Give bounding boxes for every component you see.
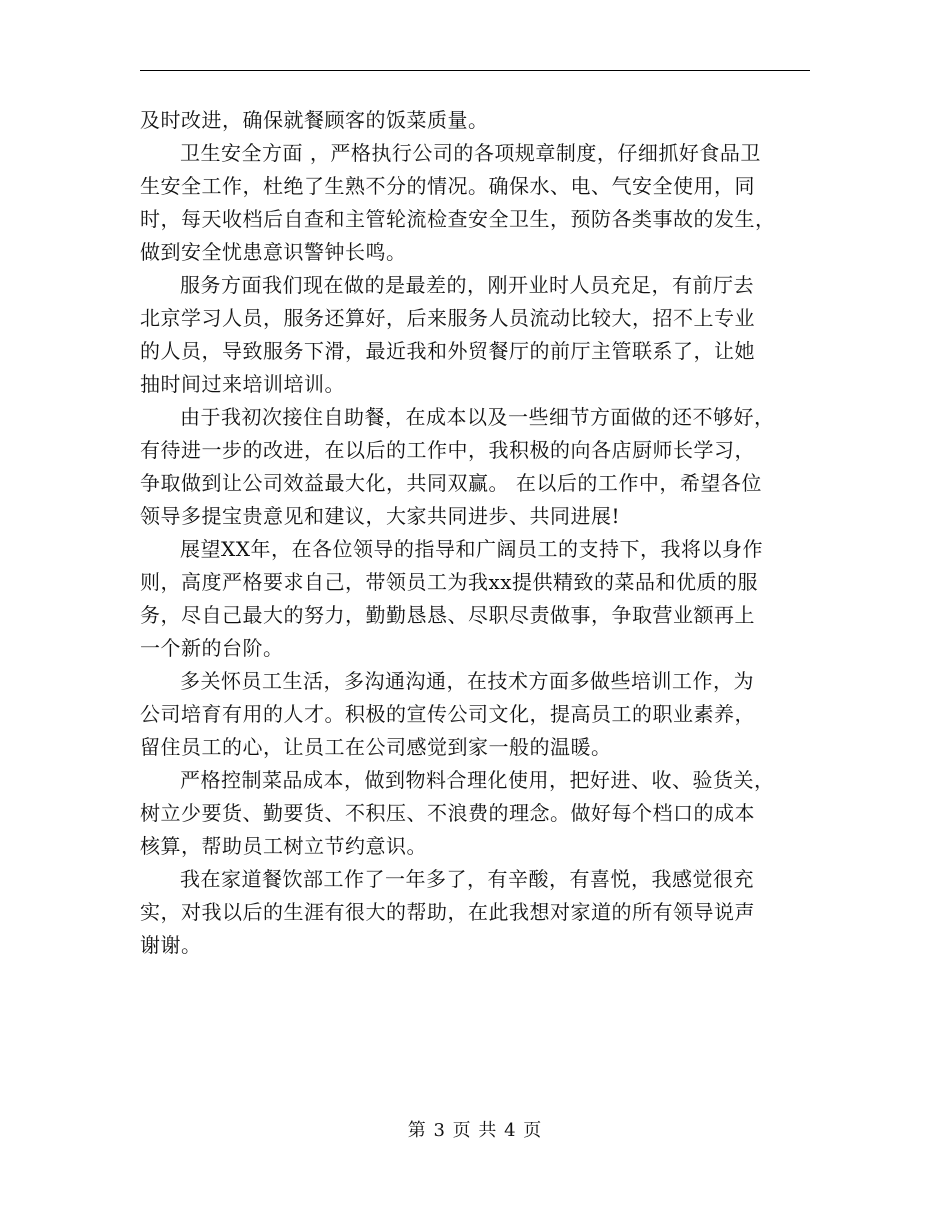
page-number-footer: 第 3 页 共 4 页 [407, 1120, 543, 1141]
paragraph-3 [140, 269, 812, 401]
text-line: 多关怀员工生活，多沟通沟通，在技术方面多做些培训工作，为 [180, 669, 754, 693]
text-line: 的人员，导致服务下滑，最近我和外贸餐厅的前厅主管联系了，让她 [140, 339, 755, 363]
document-body [140, 104, 812, 962]
text-line: 严格控制菜品成本，做到物料合理化使用，把好进、收、验货关， [180, 768, 775, 792]
text-line: 树立少要货、勤要货、不积压、不浪费的理念。做好每个档口的成本 [140, 801, 755, 825]
text-line: 公司培育有用的人才。积极的宣传公司文化，提高员工的职业素养， [140, 702, 755, 726]
text-line: 谢谢。 [140, 933, 202, 957]
paragraph-6 [140, 665, 812, 764]
text-line: 则，高度严格要求自己，带领员工为我xx提供精致的菜品和优质的服 [140, 570, 759, 594]
header-rule [140, 70, 810, 71]
text-line: 北京学习人员，服务还算好，后来服务人员流动比较大，招不上专业 [140, 306, 755, 330]
text-line: 一个新的台阶。 [140, 636, 284, 660]
text-line: 生安全工作，杜绝了生熟不分的情况。确保水、电、气安全使用，同 [140, 174, 755, 198]
paragraph-2 [140, 137, 812, 269]
text-line: 核算，帮助员工树立节约意识。 [140, 834, 427, 858]
text-line: 服务方面我们现在做的是最差的，刚开业时人员充足，有前厅去 [180, 273, 754, 297]
text-line: 及时改进，确保就餐顾客的饭菜质量。 [140, 108, 489, 132]
paragraph-1 [140, 104, 812, 137]
paragraph-5 [140, 533, 812, 665]
text-line: 由于我初次接住自助餐，在成本以及一些细节方面做的还不够好， [180, 405, 775, 429]
text-line: 我在家道餐饮部工作了一年多了，有辛酸，有喜悦，我感觉很充 [180, 867, 754, 891]
text-line: 抽时间过来培训培训。 [140, 372, 345, 396]
text-line: 实，对我以后的生涯有很大的帮助，在此我想对家道的所有领导说声 [140, 900, 755, 924]
text-line: 争取做到让公司效益最大化，共同双赢。 在以后的工作中，希望各位 [140, 471, 762, 495]
text-line: 领导多提宝贵意见和建议，大家共同进步、共同进展! [140, 504, 621, 528]
text-line: 卫生安全方面 ，严格执行公司的各项规章制度，仔细抓好食品卫 [180, 141, 761, 165]
text-line: 务，尽自己最大的努力，勤勤恳恳、尽职尽责做事，争取营业额再上 [140, 603, 755, 627]
paragraph-4 [140, 401, 812, 533]
text-line: 展望XX年，在各位领导的指导和广阔员工的支持下，我将以身作 [180, 537, 763, 561]
text-line: 留住员工的心，让员工在公司感觉到家一般的温暖。 [140, 735, 612, 759]
text-line: 时，每天收档后自查和主管轮流检查安全卫生，预防各类事故的发生， [140, 207, 776, 231]
paragraph-8 [140, 863, 812, 962]
text-line: 有待进一步的改进，在以后的工作中，我积极的向各店厨师长学习， [140, 438, 755, 462]
text-line: 做到安全忧患意识警钟长鸣。 [140, 240, 407, 264]
paragraph-7 [140, 764, 812, 863]
